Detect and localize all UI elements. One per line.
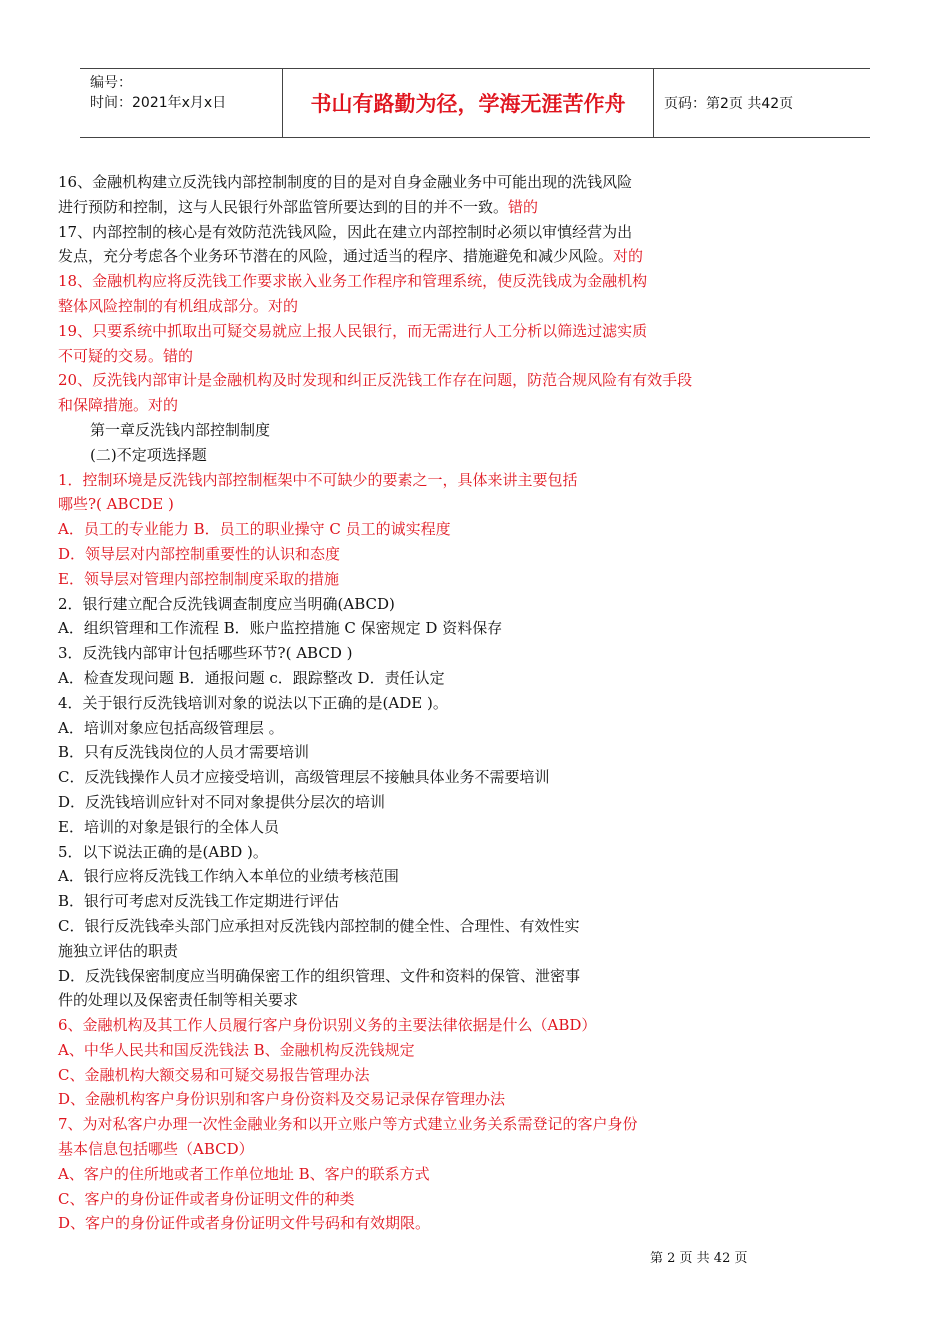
text-line — [58, 567, 818, 592]
text-line — [58, 790, 818, 815]
text-line — [58, 492, 818, 517]
text-line — [58, 939, 818, 964]
text-line-content: A、客户的住所地或者工作单位地址 B、客户的联系方式 — [58, 1164, 430, 1183]
text-line-content: 20、反洗钱内部审计是金融机构及时发现和纠正反洗钱工作存在问题，防范合规风险有有效手段 — [58, 371, 693, 390]
text-line — [58, 592, 818, 617]
text-line — [58, 641, 818, 666]
text-line-content: 不可疑的交易。错的 — [58, 346, 194, 365]
text-line-content: 整体风险控制的有机组成部分。对的 — [58, 296, 299, 315]
text-line-content: (二)不定项选择题 — [90, 445, 207, 464]
text-line-content: 1．控制环境是反洗钱内部控制框架中不可缺少的要素之一，具体来讲主要包括 — [58, 470, 578, 489]
text-line — [58, 964, 818, 989]
text-line-content: C．反洗钱操作人员才应接受培训，高级管理层不接触具体业务不需要培训 — [58, 768, 550, 787]
text-line — [58, 319, 818, 344]
text-line — [58, 914, 818, 939]
text-line-content: A、中华人民共和国反洗钱法 B、金融机构反洗钱规定 — [58, 1040, 415, 1059]
text-line-content: 17、内部控制的核心是有效防范洗钱风险，因此在建立内部控制时必须以审慎经营为出 — [58, 222, 633, 241]
text-line — [58, 1063, 818, 1088]
header-meta — [80, 69, 282, 137]
text-line-content: 5．以下说法正确的是(ABD )。 — [58, 842, 268, 861]
text-line-content: A．银行应将反洗钱工作纳入本单位的业绩考核范围 — [58, 867, 399, 886]
answer-verdict: 错的 — [508, 197, 539, 216]
text-line-content: D、客户的身份证件或者身份证明文件号码和有效期限。 — [58, 1214, 431, 1233]
text-line-content: A．培训对象应包括高级管理层 。 — [58, 718, 284, 737]
text-line — [58, 269, 818, 294]
text-line — [58, 1211, 818, 1236]
text-line-content: 哪些?( ABCDE ) — [58, 495, 174, 514]
text-line-content: 件的处理以及保密责任制等相关要求 — [58, 991, 299, 1010]
text-line-content: B．银行可考虑对反洗钱工作定期进行评估 — [58, 892, 340, 911]
text-line-content: B．只有反洗钱岗位的人员才需要培训 — [58, 743, 310, 762]
text-line — [58, 220, 818, 245]
text-line — [58, 840, 818, 865]
text-line-content: D．反洗钱培训应针对不同对象提供分层次的培训 — [58, 792, 386, 811]
text-line — [58, 344, 818, 369]
text-line-content: 4．关于银行反洗钱培训对象的说法以下正确的是(ADE )。 — [58, 693, 448, 712]
text-line — [58, 170, 818, 195]
text-line-content: 和保障措施。对的 — [58, 396, 179, 415]
text-line-content: D．领导层对内部控制重要性的认识和态度 — [58, 544, 341, 563]
text-line-content: A．检查发现问题 B．通报问题 c．跟踪整改 D．责任认定 — [58, 668, 445, 687]
text-line — [58, 542, 818, 567]
text-line — [58, 195, 818, 220]
text-line-content: 18、金融机构应将反洗钱工作要求嵌入业务工作程序和管理系统，使反洗钱成为金融机构 — [58, 272, 648, 291]
text-line — [58, 294, 818, 319]
text-line — [58, 1038, 818, 1063]
text-line-content: 第一章反洗钱内部控制制度 — [90, 420, 271, 439]
text-line — [58, 418, 818, 443]
text-line — [58, 716, 818, 741]
text-line-content: C．银行反洗钱牵头部门应承担对反洗钱内部控制的健全性、合理性、有效性实 — [58, 916, 580, 935]
text-line — [58, 666, 818, 691]
text-line-content: 7、为对私客户办理一次性金融业务和以开立账户等方式建立业务关系需登记的客户身份 — [58, 1115, 638, 1134]
text-line-content: 进行预防和控制，这与人民银行外部监管所要达到的目的并不一致。 — [58, 197, 509, 216]
text-line-content: 基本信息包括哪些（ABCD） — [58, 1140, 254, 1159]
text-line-content: 6、金融机构及其工作人员履行客户身份识别义务的主要法律依据是什么（ABD） — [58, 1016, 597, 1035]
text-line — [58, 1187, 818, 1212]
text-line-content: D、金融机构客户身份识别和客户身份资料及交易记录保存管理办法 — [58, 1090, 506, 1109]
text-line — [58, 468, 818, 493]
text-line — [58, 517, 818, 542]
text-line-content: A．员工的专业能力 B．员工的职业操守 C 员工的诚实程度 — [58, 520, 451, 539]
text-line — [58, 1013, 818, 1038]
doc-time-label: 时间：2021年x月x日 — [90, 95, 227, 111]
text-line-content: 发点，充分考虑各个业务环节潜在的风险，通过适当的程序、措施避免和减少风险。 — [58, 247, 614, 266]
text-line — [58, 988, 818, 1013]
page-header — [80, 68, 870, 138]
text-line-content: A．组织管理和工作流程 B．账户监控措施 C 保密规定 D 资料保存 — [58, 619, 503, 638]
header-motto-cell — [282, 69, 654, 137]
text-line — [58, 443, 818, 468]
page-footer: 第 2 页 共 42 页 — [650, 1251, 748, 1266]
text-line — [58, 740, 818, 765]
text-line — [58, 1087, 818, 1112]
text-line-content: D．反洗钱保密制度应当明确保密工作的组织管理、文件和资料的保管、泄密事 — [58, 966, 581, 985]
text-line-content: 2．银行建立配合反洗钱调查制度应当明确(ABCD) — [58, 594, 395, 613]
text-line — [58, 244, 818, 269]
text-line-content: 3．反洗钱内部审计包括哪些环节?( ABCD ) — [58, 644, 353, 663]
header-motto: 书山有路勤为径，学海无涯苦作舟 — [310, 92, 626, 116]
text-line — [58, 889, 818, 914]
document-body — [58, 170, 818, 1236]
text-line — [58, 393, 818, 418]
text-line-content: C、金融机构大额交易和可疑交易报告管理办法 — [58, 1065, 370, 1084]
text-line — [58, 1112, 818, 1137]
text-line — [58, 864, 818, 889]
text-line-content: 19、只要系统中抓取出可疑交易就应上报人民银行，而无需进行人工分析以筛选过滤实质 — [58, 321, 648, 340]
text-line — [58, 691, 818, 716]
text-line-content: 16、金融机构建立反洗钱内部控制制度的目的是对自身金融业务中可能出现的洗钱风险 — [58, 173, 633, 191]
text-line-content: C、客户的身份证件或者身份证明文件的种类 — [58, 1189, 355, 1208]
text-line — [58, 815, 818, 840]
text-line-content: E．领导层对管理内部控制制度采取的措施 — [58, 569, 339, 588]
text-line-content: 施独立评估的职责 — [58, 941, 179, 960]
header-page-info: 页码：第2页 共42页 — [664, 96, 794, 112]
text-line — [58, 1137, 818, 1162]
text-line — [58, 616, 818, 641]
doc-number-label: 编号： — [90, 75, 132, 91]
text-line — [58, 765, 818, 790]
text-line — [58, 368, 818, 393]
text-line — [58, 1162, 818, 1187]
text-line-content: E．培训的对象是银行的全体人员 — [58, 817, 279, 836]
answer-verdict: 对的 — [613, 247, 644, 266]
